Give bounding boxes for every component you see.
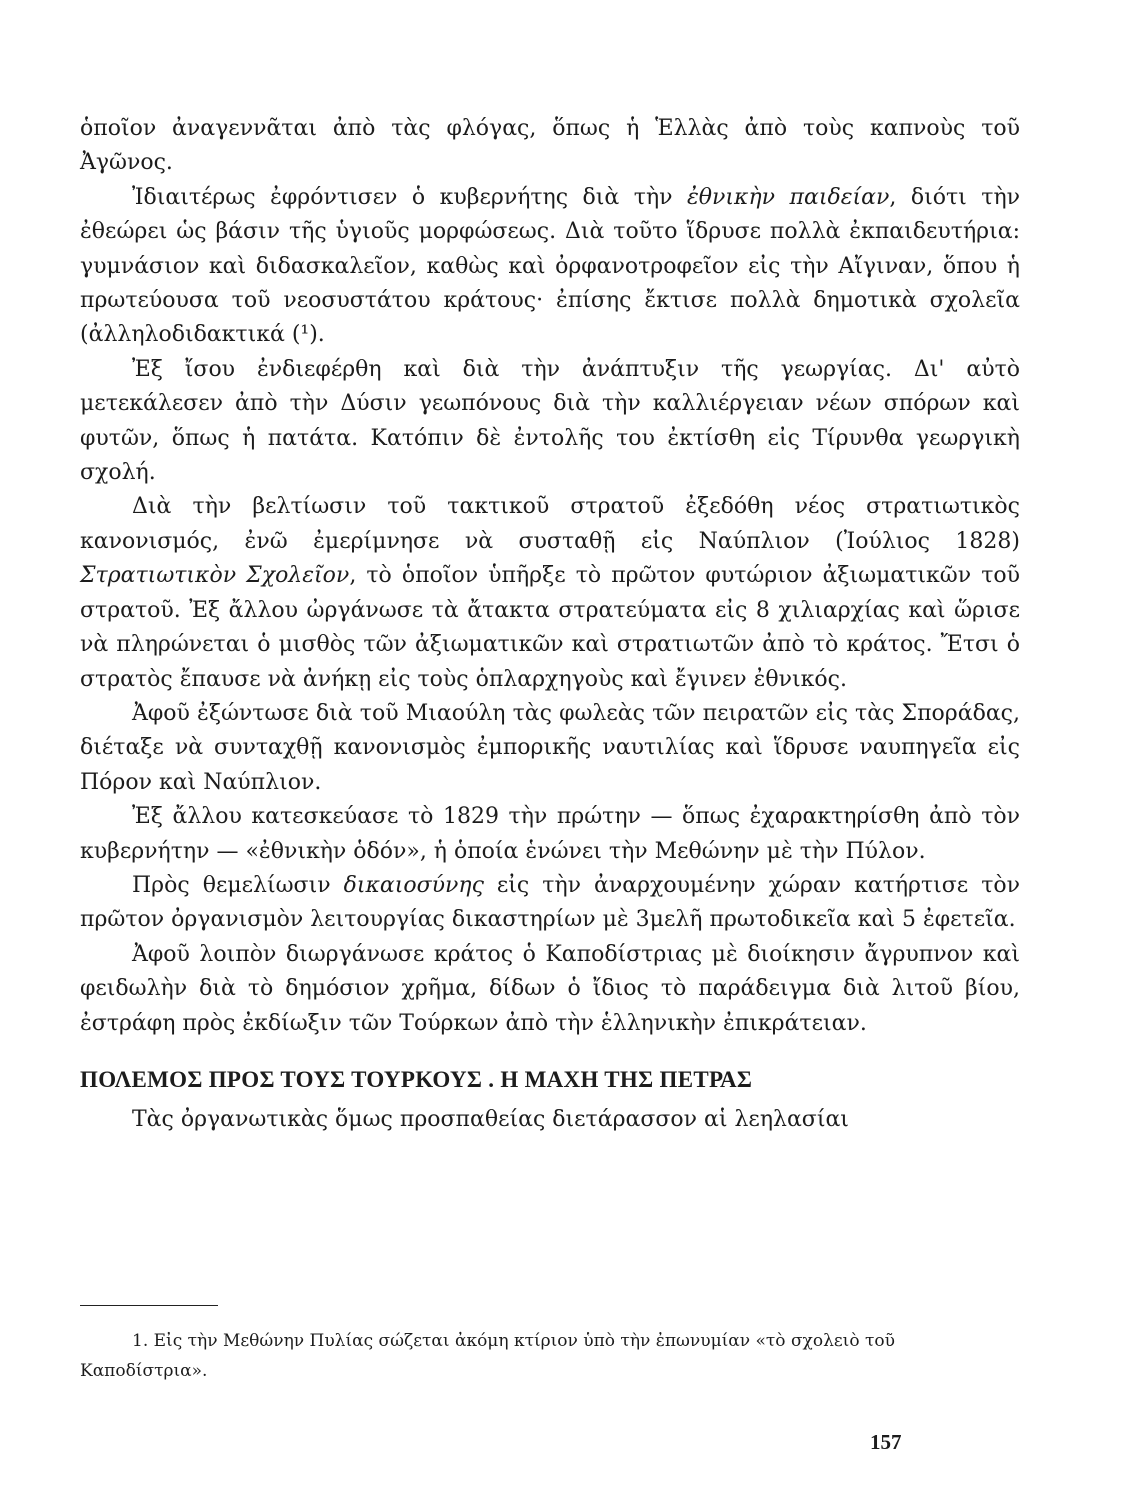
paragraph-7-part-b: εἰς τὴν ἀναρχουμένην χώραν κατήρτισε τὸν πρῶτον ὀργανισμὸν λειτουργίας δικαστηρίων μὲ 3μελῆ πρωτοδικεῖα καὶ 5 ἐφετεῖα. [80,872,1020,933]
section-heading: ΠΟΛΕΜΟΣ ΠΡΟΣ ΤΟΥΣ ΤΟΥΡΚΟΥΣ . Η ΜΑΧΗ ΤΗΣ ΠΕΤΡΑΣ [80,1066,753,1092]
paragraph-7 [80,869,1020,938]
paragraph-7-emphasis: δικαιοσύνης [343,872,484,898]
paragraph-4-part-a: Διὰ τὴν βελτίωσιν τοῦ τακτικοῦ στρατοῦ ἐξεδόθη νέος στρατιωτικὸς κανονισμός, ἐνῶ ἐμερίμνησε νὰ συσταθῇ εἰς Ναύπλιον (Ἰούλιος 1828) [80,494,1020,554]
paragraph-6: Ἐξ ἄλλου κατεσκεύασε τὸ 1829 τὴν πρώτην — ὅπως ἐχαρακτηρίσθη ἀπὸ τὸν κυβερνήτην — «ἐθνικὴν ὁδόν», ἡ ὁποία ἑνώνει τὴν Μεθώνην μὲ τὴν Πύλον. [80,804,1020,864]
footnote: 1. Εἰς τὴν Μεθώνην Πυλίας σώζεται ἀκόμη κτίριον ὑπὸ τὴν ἐπωνυμίαν «τὸ σχολειὸ τοῦ Καποδίστρια». [80,1331,895,1381]
main-text [80,112,1020,1137]
paragraph-4-part-b: , τὸ ὁποῖον ὑπῆρξε τὸ πρῶτον φυτώριον ἀξιωματικῶν τοῦ στρατοῦ. Ἐξ ἄλλου ὠργάνωσε τὰ ἄτακτα στρατεύματα εἰς 8 χιλιαρχίας καὶ ὥρισε νὰ πληρώνεται ὁ μισθὸς τῶν ἀξιωματικῶν καὶ στρατιωτῶν ἀπὸ τὸ κράτος. Ἔτσι ὁ στρατὸς ἔπαυσε νὰ ἀνήκῃ εἰς τοὺς ὁπλαρχηγοὺς καὶ ἔγινεν ἐθνικός. [80,563,1020,692]
bleed-through-marks [969,70,1029,90]
paragraph-2-part-b: , διότι τὴν ἐθεώρει ὡς βάσιν τῆς ὑγιοῦς μορφώσεως. Διὰ τοῦτο ἵδρυσε πολλὰ ἐκπαιδευτήρια: γυμνάσιον καὶ διδασκαλεῖον, καθὼς καὶ ὀρφανοτροφεῖον εἰς τὴν Αἴγιναν, ὅπου ἡ πρωτεύουσα τοῦ νεοσυστάτου κράτους· ἐπίσης ἔκτισε πολλὰ δημοτικὰ σχολεῖα (ἀλληλοδιδακτικά (¹). [80,184,1020,348]
paragraph-2-emphasis: ἐθνικὴν παιδείαν [687,184,890,210]
paragraph-8: Ἀφοῦ λοιπὸν διωργάνωσε κράτος ὁ Καποδίστριας μὲ διοίκησιν ἄγρυπνον καὶ φειδωλὴν διὰ τὸ δημόσιον χρῆμα, δίδων ὁ ἴδιος τὸ παράδειγμα διὰ λιτοῦ βίου, ἐστράφη πρὸς ἐκδίωξιν τῶν Τούρκων ἀπὸ τὴν ἑλληνικὴν ἐπικράτειαν. [80,941,1020,1036]
footnote-separator [80,1305,218,1306]
paragraph-2 [80,181,1020,353]
paragraph-7-part-a: Πρὸς θεμελίωσιν [132,872,344,898]
paragraph-5: Ἀφοῦ ἐξώντωσε διὰ τοῦ Μιαούλη τὰς φωλεὰς τῶν πειρατῶν εἰς τὰς Σποράδας, διέταξε νὰ συνταχθῇ κανονισμὸς ἐμπορικῆς ναυτιλίας καὶ ἵδρυσε ναυπηγεῖα εἰς Πόρον καὶ Ναύπλιον. [80,700,1020,795]
section-first-line: Τὰς ὀργανωτικὰς ὅμως προσπαθείας διετάρασσον αἱ λεηλασίαι [132,1106,849,1132]
paragraph-4 [80,490,1020,696]
paragraph-2-part-a: Ἰδιαιτέρως ἐφρόντισεν ὁ κυβερνήτης διὰ τὴν [132,184,687,210]
paragraph-1: ὁποῖον ἀναγεννᾶται ἀπὸ τὰς φλόγας, ὅπως ἡ Ἑλλὰς ἀπὸ τοὺς καπνοὺς τοῦ Ἀγῶνος. [80,116,1020,176]
paragraph-4-emphasis: Στρατιωτικὸν Σχολεῖον [80,563,350,589]
page-number: 157 [870,1430,902,1454]
paragraph-3: Ἐξ ἴσου ἐνδιεφέρθη καὶ διὰ τὴν ἀνάπτυξιν τῆς γεωργίας. Δι' αὐτὸ μετεκάλεσεν ἀπὸ τὴν Δύσιν γεωπόνους διὰ τὴν καλλιέργειαν νέων σπόρων καὶ φυτῶν, ὅπως ἡ πατάτα. Κατόπιν δὲ ἐντολῆς του ἐκτίσθη εἰς Τίρυνθα γεωργικὴ σχολή. [80,356,1020,486]
